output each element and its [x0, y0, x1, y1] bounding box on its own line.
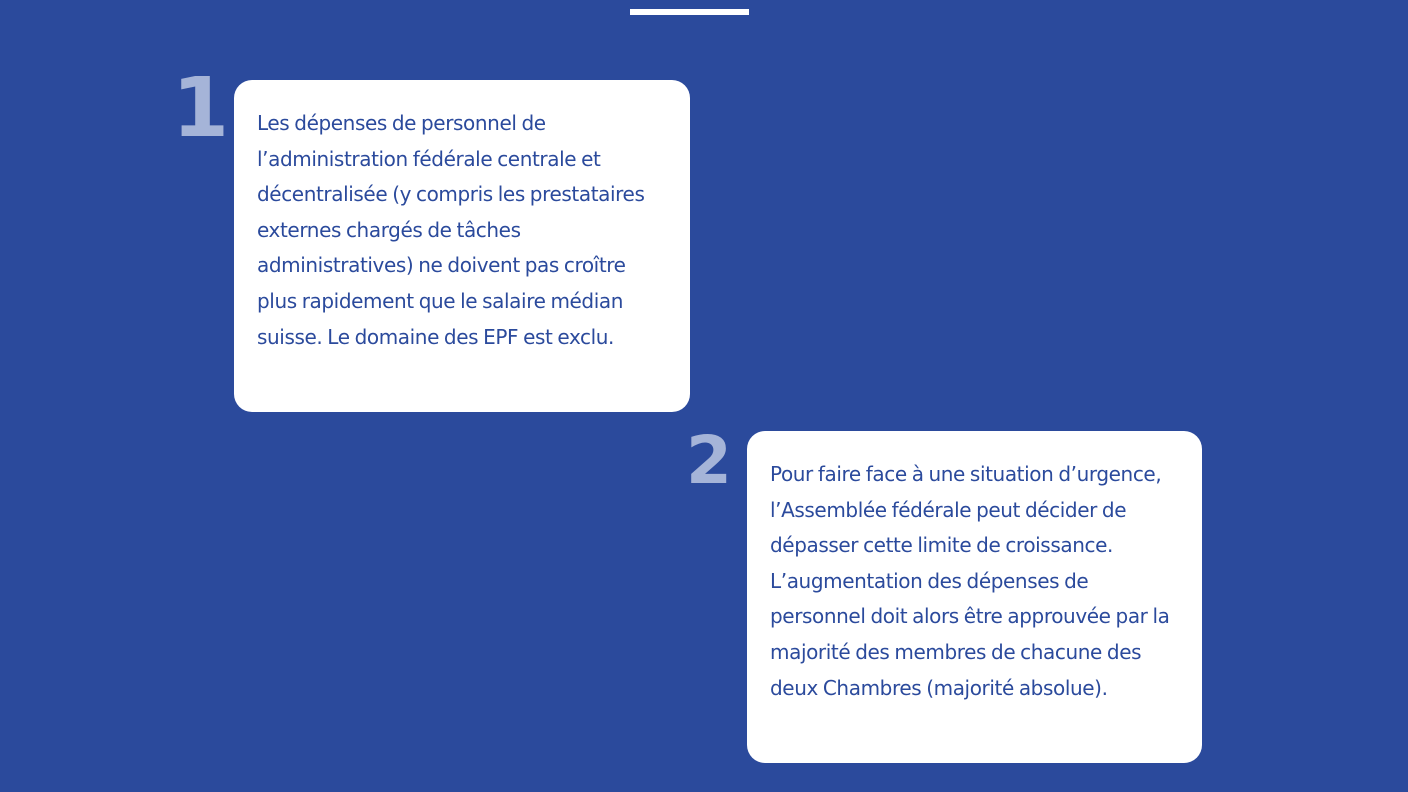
step-text-1: Les dépenses de personnel de l’administration fédérale centrale et décentralisée (y compris les prestataires externes chargés de tâches administratives) ne doivent pas croître plus rapidement que le salaire médian suisse. Le domaine des EPF est exclu.: [257, 111, 645, 349]
step-card-1: [234, 80, 690, 412]
top-divider-bar: [630, 9, 749, 15]
step-number-2: 2: [686, 422, 732, 499]
step-number-1: 1: [172, 61, 230, 156]
step-text-2: Pour faire face à une situation d’urgence, l’Assemblée fédérale peut décider de dépasser cette limite de croissance. L’augmentation des dépenses de personnel doit alors être approuvée par la majorité des membres de chacune des deux Chambres (majorité absolue).: [770, 462, 1170, 700]
step-card-2: [747, 431, 1202, 763]
